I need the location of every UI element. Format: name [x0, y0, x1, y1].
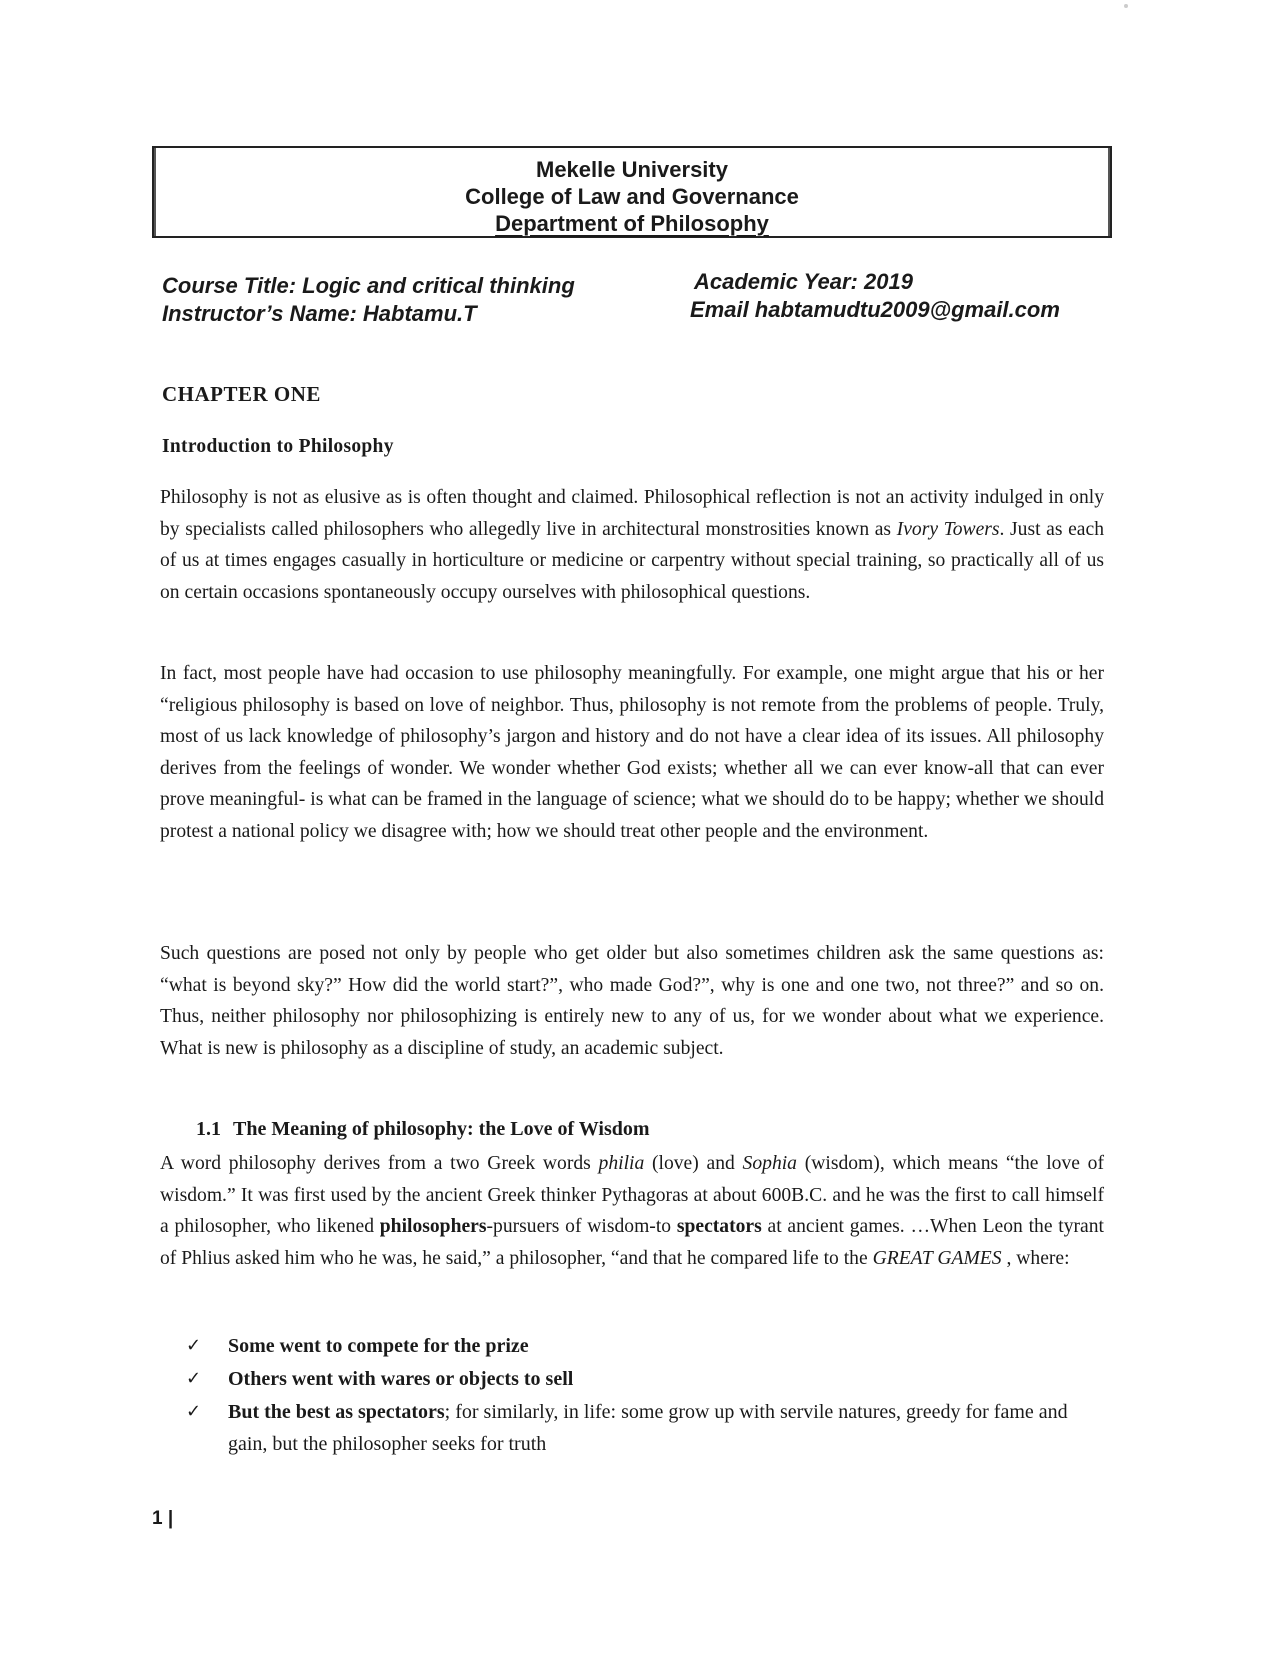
- list-item: [186, 1363, 1086, 1395]
- section-title: The Meaning of philosophy: the Love of Wisdom: [233, 1118, 650, 1140]
- header-box: [152, 146, 1112, 238]
- p4-text-3: (wisdom), which means “the love of wisdom.” It was first used by the ancient Greek thinker Pythagoras at about 600B.C. and he was the first to call himself a philosopher, who likened: [160, 1153, 1105, 1237]
- paragraph-2: In fact, most people have had occasion to use philosophy meaningfully. For example, one might argue that his or her “religious philosophy is based on love of neighbor. Thus, philosophy is not remote from the problems of people. Truly, most of us lack knowledge of philosophy’s jargon and history and do not have a clear idea of its issues. All philosophy derives from the feelings of wonder. We wonder whether God exists; whether all we can ever know-all that can ever prove meaningful- is what can be framed in the language of science; what we should do to be happy; whether we should protest a national policy we disagree with; how we should treat other people and the environment.: [160, 663, 1104, 842]
- spectators-term: spectators: [676, 1216, 762, 1237]
- p4-text-5: at ancient games. …When Leon the tyrant of Phlius asked him who he was, he said,” a philosopher, “and that he compared life to the: [160, 1216, 1104, 1269]
- paragraph-3: Such questions are posed not only by people who get older but also sometimes children ask the same questions as: “what is beyond sky?” How did the world start?”, who made God?”, why is one and one two, not three?” and so on. Thus, neither philosophy nor philosophizing is entirely new to any of us, for we wonder about what we experience. What is new is philosophy as a discipline of study, an academic subject.: [160, 943, 1104, 1059]
- paragraph-1-part-a: Philosophy is not as elusive as is often thought and claimed. Philosophical reflection is not an activity indulged in only by specialists called philosophers who allegedly live in architectural monstrosities known as: [160, 487, 1104, 540]
- section-heading: [196, 1118, 650, 1141]
- scan-speck: [1124, 4, 1128, 8]
- instructor-name: Instructor’s Name: Habtamu.T: [162, 301, 477, 326]
- list-item-text-rest: ; for similarly, in life: some grow up with servile natures, greedy for fame and gain, but the philosopher seeks for truth: [228, 1401, 1068, 1455]
- checklist: [186, 1330, 1086, 1461]
- chapter-title: CHAPTER ONE: [162, 382, 321, 406]
- check-icon: ✓: [186, 1401, 202, 1422]
- instructor-email: Email habtamudtu2009@gmail.com: [690, 297, 1060, 322]
- list-item-text-bold: But the best as spectators: [228, 1401, 445, 1423]
- p4-text-1: A word philosophy derives from a two Greek words: [160, 1153, 599, 1174]
- check-icon: ✓: [186, 1335, 202, 1356]
- philia-term: philia: [598, 1153, 645, 1174]
- paragraph-4: [160, 1148, 1104, 1274]
- course-meta-left: [162, 272, 575, 328]
- university-name: Mekelle University: [536, 157, 728, 182]
- academic-year: Academic Year: 2019: [694, 269, 913, 294]
- p4-text-4: -pursuers of wisdom-to: [486, 1216, 677, 1237]
- p4-text-2: (love) and: [644, 1153, 743, 1174]
- check-icon: ✓: [186, 1368, 202, 1389]
- section-number: 1.1: [196, 1118, 221, 1140]
- college-name: College of Law and Governance: [465, 184, 799, 209]
- list-item: [186, 1396, 1086, 1460]
- page-number: 1 |: [152, 1508, 174, 1529]
- p4-text-6: , where:: [1001, 1247, 1070, 1269]
- intro-heading: Introduction to Philosophy: [162, 436, 394, 457]
- paragraph-1-part-b: . Just as each of us at times engages casually in horticulture or medicine or carpentry without special training, so practically all of us on certain occasions spontaneously occupy ourselves with philosophical questions.: [160, 518, 1104, 603]
- course-meta-right: [690, 268, 1060, 324]
- paragraph-1: [160, 482, 1104, 608]
- list-item-text: Others went with wares or objects to sell: [228, 1368, 574, 1390]
- list-item: [186, 1330, 1086, 1362]
- department-name: Department of Philosophy: [495, 211, 769, 236]
- course-title: Course Title: Logic and critical thinking: [162, 273, 575, 298]
- ivory-towers-term: Ivory Towers: [896, 518, 1000, 540]
- list-item-text: Some went to compete for the prize: [228, 1335, 529, 1357]
- great-games-term: GREAT GAMES: [872, 1247, 1002, 1269]
- sophia-term: Sophia: [742, 1153, 797, 1174]
- philosophers-term: philosophers: [379, 1216, 487, 1237]
